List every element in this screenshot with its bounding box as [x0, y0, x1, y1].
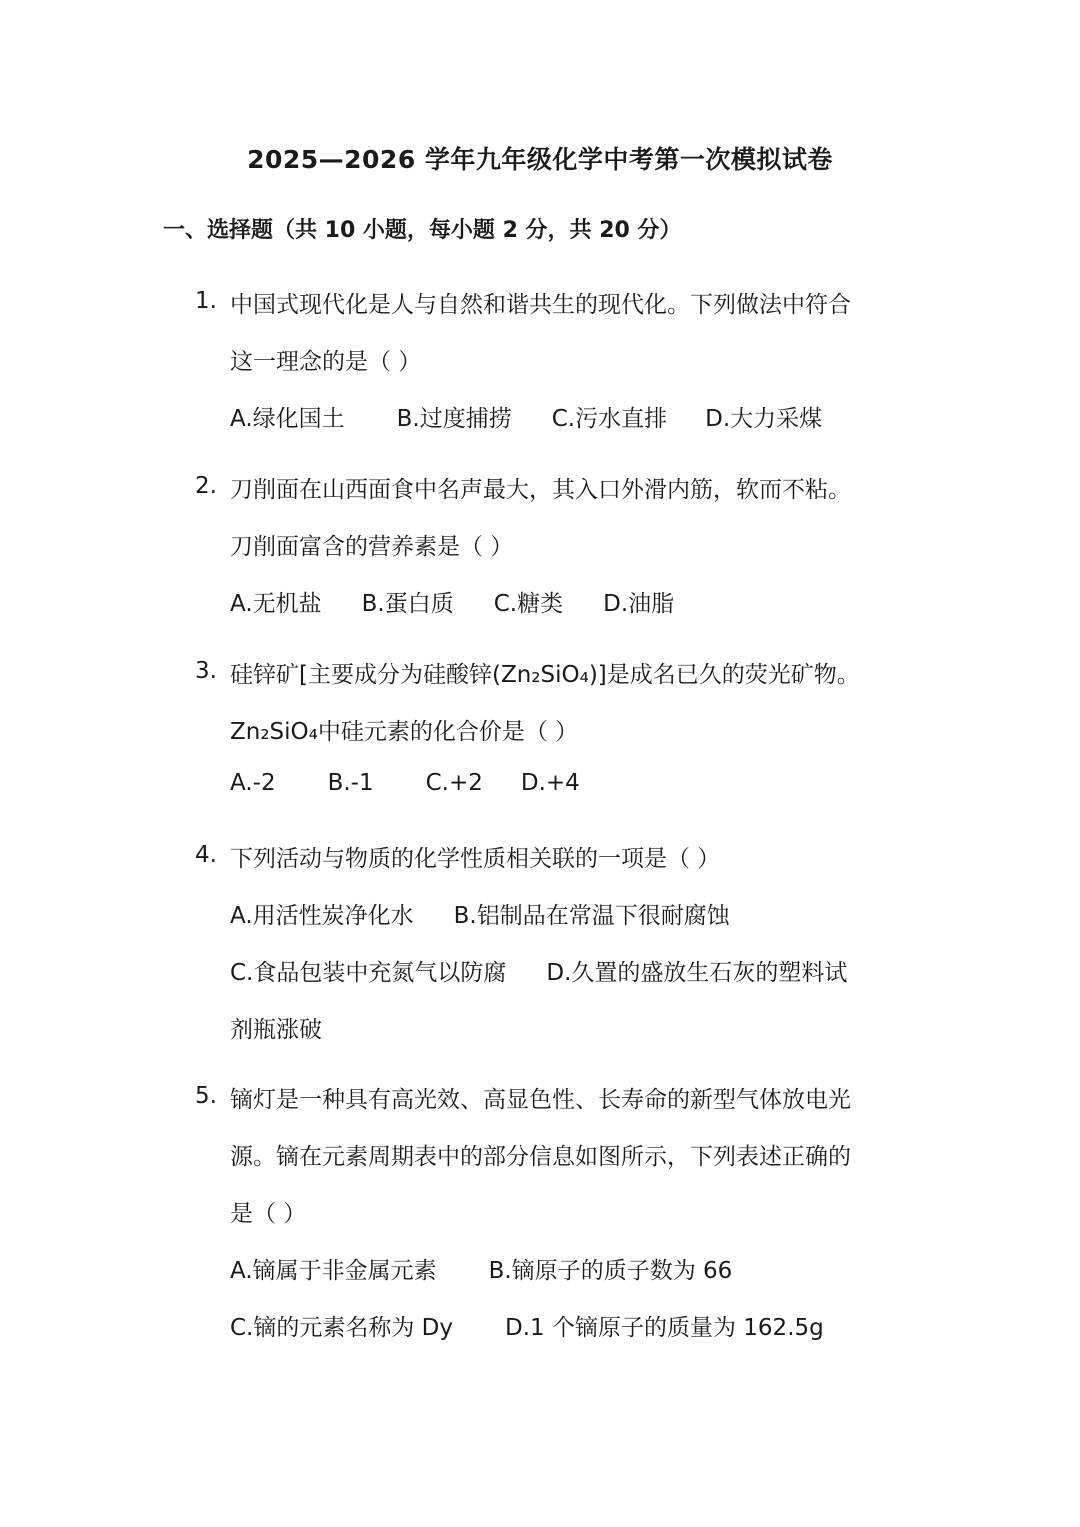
- question-3-line-2: Zn₂SiO₄中硅元素的化合价是（ ）: [230, 719, 579, 745]
- question-4-option-d-continued: 剂瓶涨破: [230, 1017, 322, 1043]
- question-2-option-b: B.蛋白质: [361, 591, 454, 617]
- question-4-option-b: B.铝制品在常温下很耐腐蚀: [453, 903, 730, 929]
- question-1-line-2: 这一理念的是（ ）: [230, 349, 422, 375]
- question-3-option-c: C.+2: [425, 770, 483, 796]
- question-2-number: 2.: [195, 473, 217, 499]
- question-5-option-a: A.镝属于非金属元素: [230, 1258, 437, 1284]
- question-3-line-1: 硅锌矿[主要成分为硅酸锌(Zn₂SiO₄)]是成名已久的荧光矿物。: [230, 662, 860, 688]
- question-3-option-d: D.+4: [520, 770, 580, 796]
- question-4-option-c: C.食品包装中充氮气以防腐: [230, 960, 507, 986]
- question-3-options: [230, 770, 580, 796]
- question-4-options-row-1: [230, 897, 730, 930]
- question-5-options-row-1: [230, 1252, 732, 1285]
- question-3-number: 3.: [195, 658, 217, 684]
- question-5-number: 5.: [195, 1083, 217, 1109]
- question-5-line-2: 源。镝在元素周期表中的部分信息如图所示，下列表述正确的: [230, 1144, 851, 1170]
- question-2-option-a: A.无机盐: [230, 591, 322, 617]
- question-4-line-1: 下列活动与物质的化学性质相关联的一项是（ ）: [230, 846, 721, 872]
- question-5-option-d: D.1 个镝原子的质量为 162.5g: [505, 1315, 824, 1341]
- question-2-line-1: 刀削面在山西面食中名声最大，其入口外滑内筋，软而不粘。: [230, 477, 851, 503]
- question-1-options: [230, 400, 822, 433]
- exam-title: 2025—2026 学年九年级化学中考第一次模拟试卷: [247, 145, 833, 174]
- question-4-number: 4.: [195, 842, 217, 868]
- question-4-options-row-2: [230, 954, 847, 987]
- question-1-number: 1.: [195, 288, 217, 314]
- question-1-option-a: A.绿化国土: [230, 406, 345, 432]
- question-2-line-2: 刀削面富含的营养素是（ ）: [230, 534, 514, 560]
- question-1-option-c: C.污水直排: [551, 406, 668, 432]
- question-5-line-3: 是（ ）: [230, 1201, 307, 1227]
- section-heading: 一、选择题（共 10 小题，每小题 2 分，共 20 分）: [163, 218, 682, 243]
- question-3-option-b: B.-1: [327, 770, 374, 796]
- question-1-option-d: D.大力采煤: [705, 406, 823, 432]
- question-4-option-d: D.久置的盛放生石灰的塑料试: [546, 960, 848, 986]
- question-1-line-1: 中国式现代化是人与自然和谐共生的现代化。下列做法中符合: [230, 292, 851, 318]
- question-2-option-c: C.糖类: [493, 591, 564, 617]
- question-5-options-row-2: [230, 1309, 824, 1342]
- question-5-option-c: C.镝的元素名称为 Dy: [230, 1315, 454, 1341]
- question-5-option-b: B.镝原子的质子数为 66: [488, 1258, 733, 1284]
- question-1-option-b: B.过度捕捞: [396, 406, 512, 432]
- question-4-option-a: A.用活性炭净化水: [230, 903, 414, 929]
- question-5-line-1: 镝灯是一种具有高光效、高显色性、长寿命的新型气体放电光: [230, 1087, 851, 1113]
- question-2-options: [230, 585, 674, 618]
- question-3-option-a: A.-2: [230, 770, 276, 796]
- question-2-option-d: D.油脂: [603, 591, 675, 617]
